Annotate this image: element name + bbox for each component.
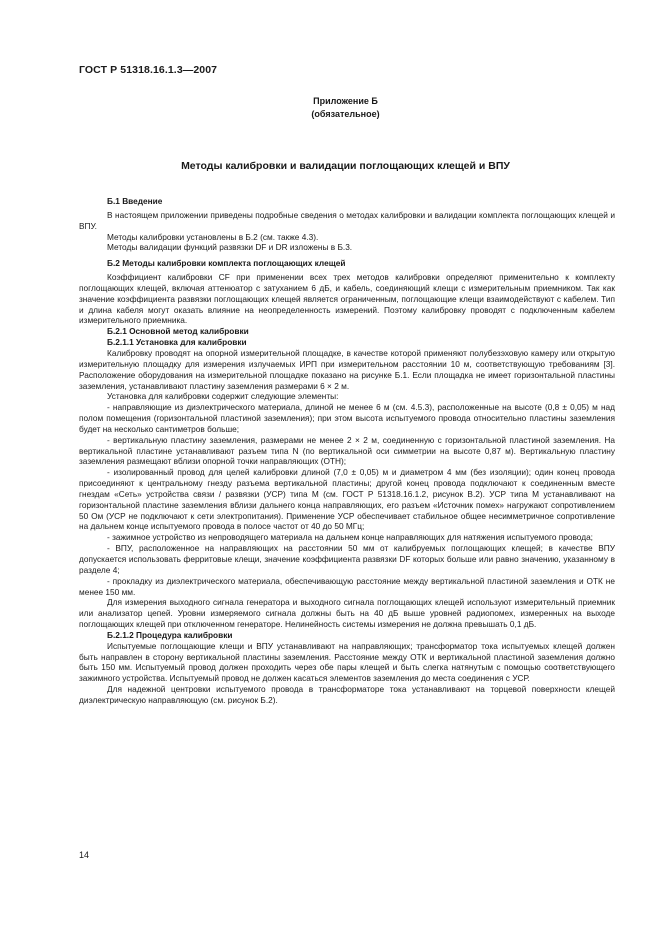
appendix-title: Приложение Б (313, 96, 378, 106)
list-item: - прокладку из диэлектрического материала, обеспечивающую расстояние между вертикальной пластиной заземления и ОТК не менее 150 мм. (79, 575, 615, 597)
section-heading: Б.2.1.2 Процедура калибровки (107, 629, 233, 640)
paragraph: Калибровку проводят на опорной измерительной площадке, в качестве которой применяют полубезэховую камеру или открытую измерительную площадку для измерения излучаемых ИРП при измерительном расстоянии 10 м, соответствующую требованиям [3]. Расположение оборудования на измерительной площадке показано на рисунке Б.1. Если площадка не имеет горизонтальной пластины заземления, устанавливают пластину заземления размерами 6 × 2 м. (79, 347, 615, 391)
appendix-label (0, 95, 661, 121)
paragraph: Методы калибровки установлены в Б.2 (см. также 4.3). (107, 231, 319, 242)
paragraph: Коэффициент калибровки CF при применении всех трех методов калибровки определяют применительно к комплекту поглощающих клещей, включая аттенюатор с затуханием 6 дБ, и кабель, соединяющий клещи с измерительным приемником. Так как значение коэффициента развязки поглощающих клещей является ограниченным, поглощающие клещи взаимодействуют с кабелем. Тип и длина кабеля могут оказать влияние на неопределенность измерений. Поэтому калибровку проводят с подключенным кабелем измерительного приемника. (79, 272, 615, 326)
document-title: Методы калибровки и валидации поглощающих клещей и ВПУ (181, 160, 510, 172)
paragraph: Установка для калибровки содержит следующие элементы: (107, 391, 339, 402)
appendix-status: (обязательное) (311, 109, 380, 119)
section-heading: Б.2.1.1 Установка для калибровки (107, 337, 247, 348)
list-item: - изолированный провод для целей калибровки длиной (7,0 ± 0,05) м и диаметром 4 мм (без изоляции); один конец провода присоединяют к центральному гнезду разъема вертикальной пластины; другой конец провода подключают к соединенным вместе гнездам «Сеть» устройства связи / развязки (УСР) типа М (см. ГОСТ Р 51318.16.1.2, рисунок В.2). УСР типа М устанавливают на горизонтальной пластине заземления вблизи дальнего конца направляющих, его разъем «Источник помех» нагружают сопротивлением 50 Ом (УСР не подключают к сети электропитания). Применение УСР обеспечивает стабильное общее несимметричное сопротивление на дальнем конце испытуемого провода в полосе частот от 40 до 50 МГц; (79, 467, 615, 532)
paragraph: Методы валидации функций развязки DF и DR изложены в Б.3. (107, 242, 353, 253)
page-number: 14 (79, 850, 90, 860)
list-item: - направляющие из диэлектрического материала, длиной не менее 6 м (см. 4.5.3), расположенные на высоте (0,8 ± 0,05) м над полом помещения (горизонтальной пластиной заземления); при этом высота испытуемого провода относительно пластины заземления будет на несколько сантиметров больше; (79, 402, 615, 434)
section-heading: Б.2.1 Основной метод калибровки (107, 326, 249, 337)
paragraph: Для надежной центровки испытуемого провода в трансформаторе тока устанавливают на торцевой поверхности клещей диэлектрическую направляющую (см. рисунок Б.2). (79, 684, 615, 705)
list-item: - зажимное устройство из непроводящего материала на дальнем конце направляющих для натяжения испытуемого провода; (107, 532, 593, 543)
section-heading: Б.1 Введение (107, 196, 163, 206)
standard-header: ГОСТ Р 51318.16.1.3—2007 (79, 64, 218, 76)
list-item: - ВПУ, расположенное на направляющих на расстоянии 50 мм от калибруемых поглощающих клещей; в качестве ВПУ допускается использовать ферритовые клещи, значение коэффициента развязки DF которых больше или равно значению, указанному в разделе 4; (79, 543, 615, 575)
paragraph: В настоящем приложении приведены подробные сведения о методах калибровки и валидации комплекта поглощающих клещей и ВПУ. (79, 209, 615, 231)
paragraph: Испытуемые поглощающие клещи и ВПУ устанавливают на направляющих; трансформатор тока испытуемых клещей должен быть направлен в сторону вертикальной пластины заземления. Расстояние между ОТК и вертикальной пластиной заземления должно быть 150 мм. Испытуемый провод должен проходить через обе пары клещей и быть слегка натянутым с помощью соответствующего зажимного устройства. Испытуемый провод не должен касаться элементов заземления до места соединения с УСР. (79, 640, 615, 684)
section-heading: Б.2 Методы калибровки комплекта поглощающих клещей (107, 258, 346, 269)
body-text (79, 196, 615, 706)
paragraph: Для измерения выходного сигнала генератора и выходного сигнала поглощающих клещей используют измерительный приемник или анализатор цепей. Уровни измеряемого сигнала должны быть на 40 дБ выше уровней радиопомех, измеренных на выходе поглощающих клещей при отключенном генераторе. Нелинейность системы измерения не должна превышать 0,1 дБ. (79, 597, 615, 630)
list-item: - вертикальную пластину заземления, размерами не менее 2 × 2 м, соединенную с горизонтальной пластиной заземления. На вертикальной пластине устанавливают разъем типа N (по вертикальной оси симметрии на высоте 0,87 м). Вертикальную пластину заземления размещают вблизи опорной точки направляющих (ОТН); (79, 434, 615, 467)
